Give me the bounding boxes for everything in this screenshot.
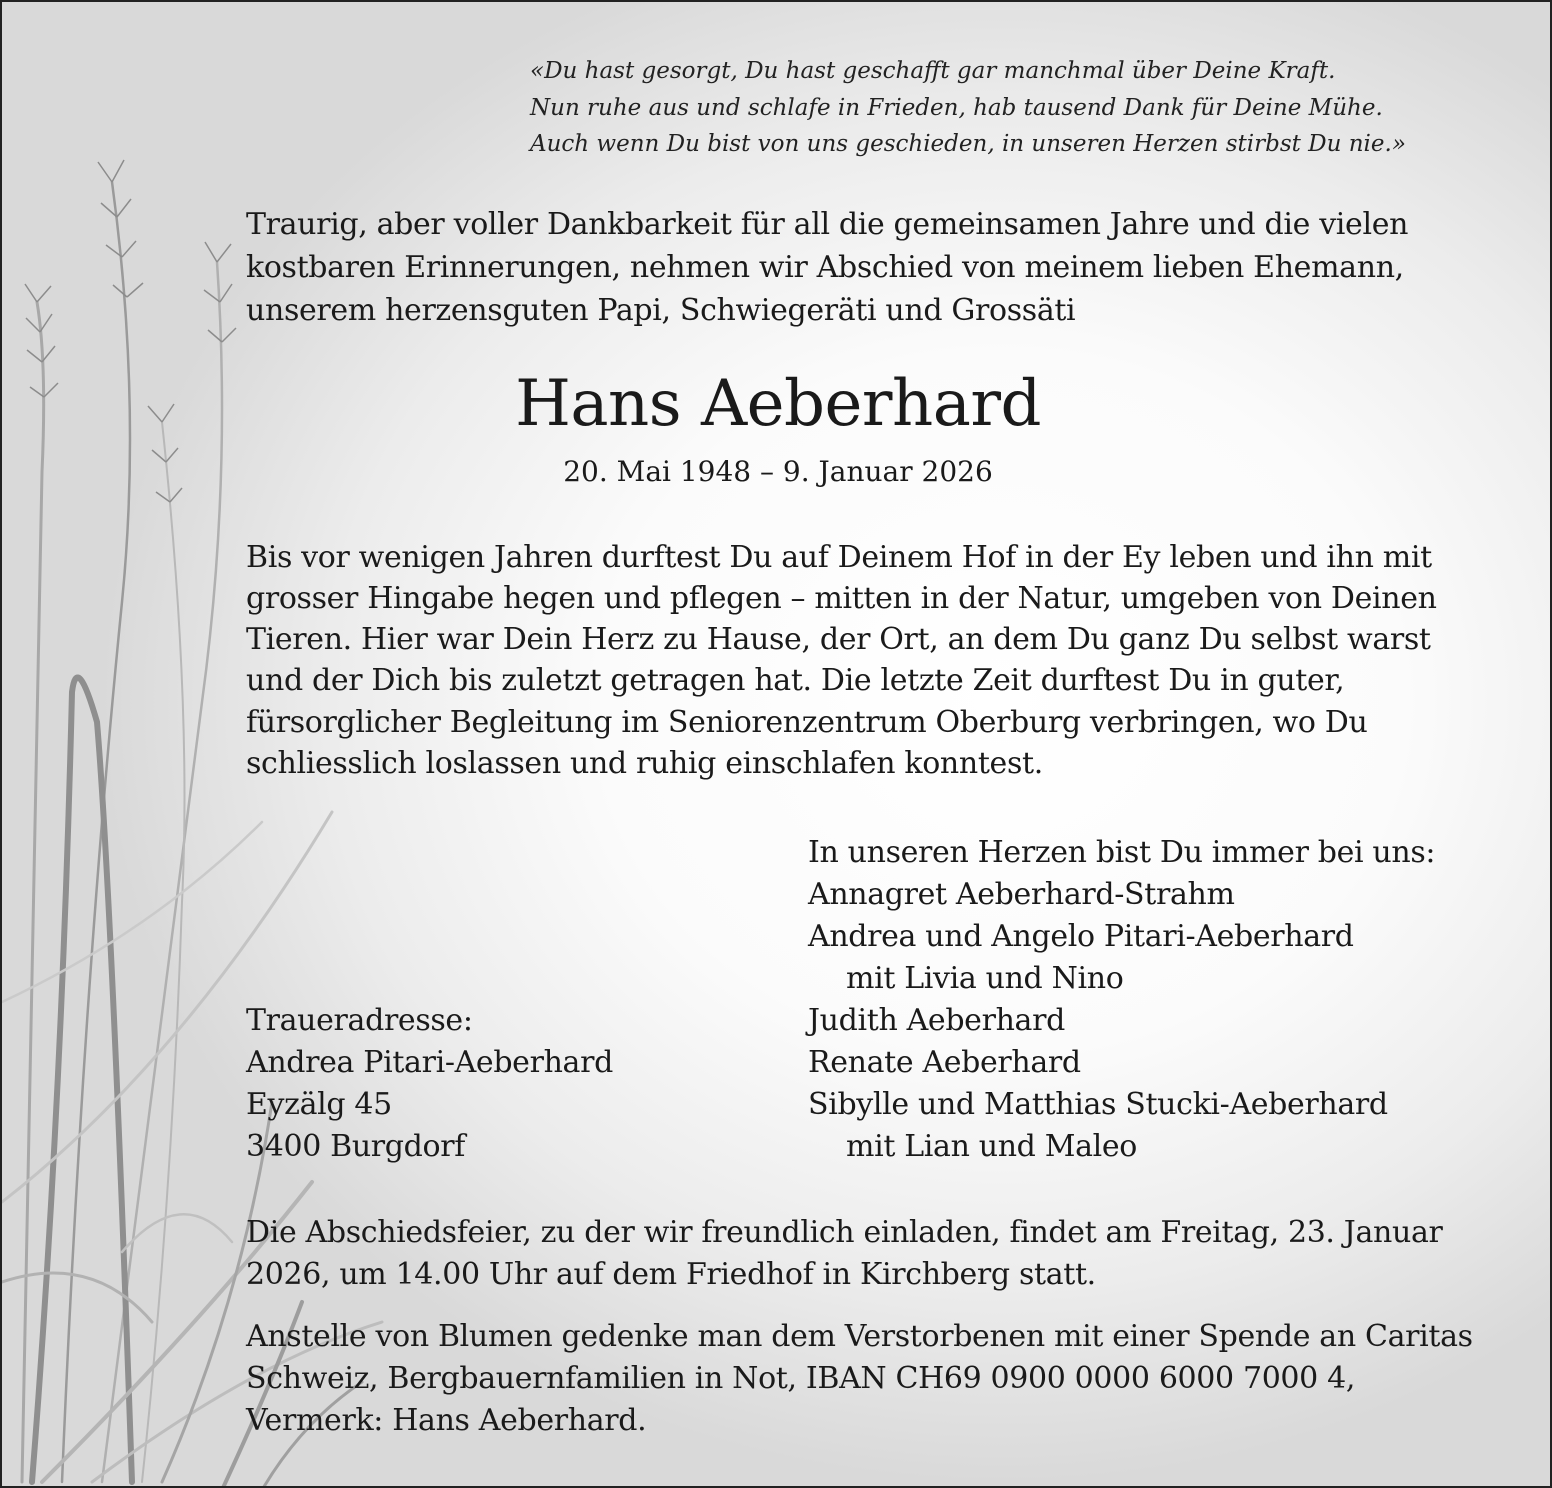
life-dates: 20. Mai 1948 – 9. Januar 2026: [563, 455, 993, 488]
address-street: Eyzälg 45: [246, 1087, 392, 1122]
intro-line: Traurig, aber voller Dankbarkeit für all die gemeinsamen Jahre und die vielen: [246, 207, 1409, 242]
mourner-entry: Judith Aeberhard: [808, 1003, 1065, 1038]
story-line: und der Dich bis zuletzt getragen hat. Die letzte Zeit durftest Du in guter,: [246, 663, 1345, 698]
mourner-entry: Annagret Aeberhard-Strahm: [808, 877, 1235, 912]
quote-line: Nun ruhe aus und schlafe in Frieden, hab tausend Dank für Deine Mühe.: [530, 95, 1383, 121]
deceased-name: Hans Aeberhard: [515, 367, 1041, 441]
story-line: schliesslich loslassen und ruhig einschlafen konntest.: [246, 746, 1043, 781]
story-line: Tieren. Hier war Dein Herz zu Hause, der Ort, an dem Du ganz Du selbst warst: [246, 622, 1431, 657]
donation-line: Vermerk: Hans Aeberhard.: [246, 1403, 647, 1438]
mourner-entry: Andrea und Angelo Pitari-Aeberhard: [808, 919, 1354, 954]
donation-line: Schweiz, Bergbauernfamilien in Not, IBAN CH69 0900 0000 6000 7000 4,: [246, 1361, 1356, 1396]
address-name: Andrea Pitari-Aeberhard: [246, 1045, 613, 1080]
intro-line: kostbaren Erinnerungen, nehmen wir Abschied von meinem lieben Ehemann,: [246, 250, 1404, 285]
address-label: Traueradresse:: [246, 1003, 473, 1038]
story-line: grosser Hingabe hegen und pflegen – mitten in der Natur, umgeben von Deinen: [246, 581, 1437, 616]
mourner-entry: mit Lian und Maleo: [846, 1129, 1137, 1164]
address-city: 3400 Burgdorf: [246, 1129, 465, 1164]
ceremony-line: Die Abschiedsfeier, zu der wir freundlich einladen, findet am Freitag, 23. Januar: [246, 1215, 1443, 1250]
donation-line: Anstelle von Blumen gedenke man dem Verstorbenen mit einer Spende an Caritas: [246, 1319, 1473, 1354]
ceremony-line: 2026, um 14.00 Uhr auf dem Friedhof in Kirchberg statt.: [246, 1257, 1096, 1292]
quote-line: «Du hast gesorgt, Du hast geschafft gar manchmal über Deine Kraft.: [530, 58, 1336, 84]
mourner-entry: Renate Aeberhard: [808, 1045, 1081, 1080]
mourner-entry: mit Livia und Nino: [846, 961, 1124, 996]
intro-line: unserem herzensguten Papi, Schwiegeräti und Grossäti: [246, 293, 1076, 328]
story-line: fürsorglicher Begleitung im Seniorenzentrum Oberburg verbringen, wo Du: [246, 705, 1368, 740]
mourners-heading: In unseren Herzen bist Du immer bei uns:: [808, 835, 1436, 870]
story-line: Bis vor wenigen Jahren durftest Du auf Deinem Hof in der Ey leben und ihn mit: [246, 540, 1432, 575]
mourner-entry: Sibylle und Matthias Stucki-Aeberhard: [808, 1087, 1388, 1122]
quote-line: Auch wenn Du bist von uns geschieden, in unseren Herzen stirbst Du nie.»: [530, 131, 1406, 157]
